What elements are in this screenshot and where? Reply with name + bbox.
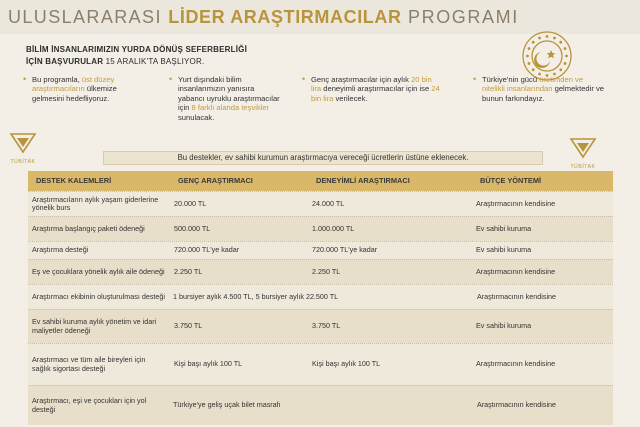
title-prefix: ULUSLARARASI [8, 7, 162, 27]
emblem-star-icon [565, 55, 568, 58]
table-cell: 720.000 TL'ye kadar [312, 245, 378, 255]
table-cell: Ev sahibi kuruma aylık yönetim ve idari maliyetler ödeneği [32, 317, 157, 335]
emblem-star-icon [559, 41, 562, 44]
table-cell: Araştırmacı ekibinin oluşturulması desteği [32, 291, 166, 301]
table-cell: Kişi başı aylık 100 TL [174, 359, 243, 369]
table-cell: Araştırmacının kendisine [476, 291, 557, 301]
emblem-star-icon [546, 35, 549, 38]
support-table [28, 171, 613, 425]
table-cell: Araştırma desteği [32, 245, 89, 255]
info-highlight: 8 farklı alanda teşvikler [191, 103, 270, 113]
bullet-icon: • [169, 74, 173, 84]
tubitak-label: TÜBİTAK [570, 164, 596, 170]
tubitak-logo-left [5, 132, 41, 165]
table-cell: Türkiye'ye geliş uçak bilet masrafı [173, 400, 281, 410]
table-cell: 3.750 TL [174, 321, 203, 331]
title-highlight: LİDER ARAŞTIRMACILAR [168, 7, 402, 27]
table-row [28, 284, 613, 309]
tubitak-label: TÜBİTAK [10, 159, 36, 165]
table-cell: Araştırmacının kendisine [476, 359, 556, 369]
info-highlight: üst düzey araştırmacıların [32, 75, 115, 94]
subtitle-line-1: BİLİM İNSANLARIMIZIN YURDA DÖNÜŞ SEFERBERLİĞİ [26, 45, 248, 54]
title-suffix: PROGRAMI [408, 7, 519, 27]
info-highlight: 20 bin lira [311, 75, 432, 94]
table-cell: 20.000 TL [174, 198, 207, 208]
table-row [28, 385, 613, 425]
tubitak-logo-icon [9, 132, 37, 154]
tubitak-logo-icon [569, 137, 597, 159]
table-cell: Ev sahibi kuruma [476, 245, 532, 255]
table-cell: 500.000 TL [174, 223, 211, 233]
column-header: BÜTÇE YÖNTEMİ [480, 175, 542, 185]
table-cell: Ev sahibi kuruma [476, 321, 532, 331]
emblem-star-icon [559, 68, 562, 71]
table-cell: 24.000 TL [312, 198, 345, 208]
info-highlight: üretimden ve nitelikli insanlarından [482, 75, 584, 94]
info-text: Türkiye'nin gücü [482, 75, 540, 84]
info-text: Bu programla, [32, 75, 82, 84]
subtitle-line-2-bold: İÇİN BAŞVURULAR [26, 57, 104, 66]
table-row [28, 241, 613, 259]
table-cell: Eş ve çocuklara yönelik aylık aile ödeneği [32, 266, 165, 276]
table-row [28, 191, 613, 216]
table-cell: 1.000.000 TL [312, 223, 355, 233]
info-highlight: 24 bin lira [311, 84, 440, 103]
info-block-1 [23, 74, 132, 103]
info-text: Genç araştırmacılar için aylık [311, 75, 412, 84]
table-row [28, 343, 613, 385]
info-text: gelmektedir ve bunun farkındayız. [482, 84, 604, 103]
emblem-star-icon [528, 47, 531, 50]
table-cell: 720.000 TL'ye kadar [174, 245, 240, 255]
subtitle-line-2-rest: 15 ARALIK'TA BAŞLIYOR. [103, 57, 205, 66]
table-row [28, 309, 613, 343]
tubitak-logo-right [565, 137, 601, 170]
emblem-star-icon [538, 37, 541, 40]
table-cell: Araştırmacının kendisine [476, 198, 556, 208]
bullet-icon: • [302, 74, 306, 84]
bullet-icon: • [473, 74, 477, 84]
bullet-icon: • [23, 74, 27, 84]
table-cell: 1 bursiyer aylık 4.500 TL, 5 bursiyer aylık 22.500 TL [173, 291, 339, 301]
emblem-star-icon [526, 55, 529, 58]
table-cell: Araştırmacının kendisine [476, 266, 556, 276]
table-cell: Araştırmacı, eşi ve çocukları için yol desteği [32, 396, 147, 414]
table-row [28, 259, 613, 284]
emblem-star-icon [532, 68, 535, 71]
emblem-star-icon [528, 62, 531, 65]
table-cell: Ev sahibi kuruma [476, 223, 532, 233]
column-header: DENEYİMLİ ARAŞTIRMACI [316, 175, 410, 185]
table-cell: Araştırmacıların aylık yaşam giderlerine yönelik burs [32, 194, 159, 212]
notice-banner: Bu destekler, ev sahibi kurumun araştırmacıya vereceği ücretlerin üstüne eklenecek. [103, 151, 543, 165]
subtitle-line-2 [26, 57, 204, 66]
column-header: DESTEK KALEMLERİ [36, 175, 112, 185]
table-cell: Araştırma başlangıç paketi ödeneği [32, 223, 145, 233]
emblem-star-icon [553, 37, 556, 40]
column-header: GENÇ ARAŞTIRMACI [178, 175, 253, 185]
page-title [8, 7, 519, 28]
table-header-row [28, 171, 613, 191]
table-row [28, 216, 613, 241]
table-cell: Araştırmacının kendisine [476, 400, 557, 410]
table-cell: Kişi başı aylık 100 TL [312, 359, 381, 369]
info-block-4 [473, 74, 606, 103]
emblem-star-icon [564, 47, 567, 50]
table-cell: 2.250 TL [174, 266, 203, 276]
emblem-star-icon [532, 41, 535, 44]
table-cell: Araştırmacı ve tüm aile bireyleri için sağlık sigortası desteği [32, 355, 146, 373]
table-cell: 3.750 TL [312, 321, 341, 331]
info-text: deneyimli araştırmacılar için ise [321, 84, 432, 94]
table-cell: 2.250 TL [312, 266, 341, 276]
info-text: verilecek. [333, 93, 368, 103]
info-text: ülkemize gelmesini hedefliyoruz. [32, 84, 117, 103]
info-block-3 [302, 74, 441, 103]
emblem-star-icon [564, 62, 567, 65]
info-text: sunulacak. [178, 112, 215, 122]
info-text: Yurt dışındaki bilim insanlarımızın yanısıra yabancı uyruklu araştırmacılar için [178, 75, 280, 113]
info-block-2 [169, 74, 282, 122]
